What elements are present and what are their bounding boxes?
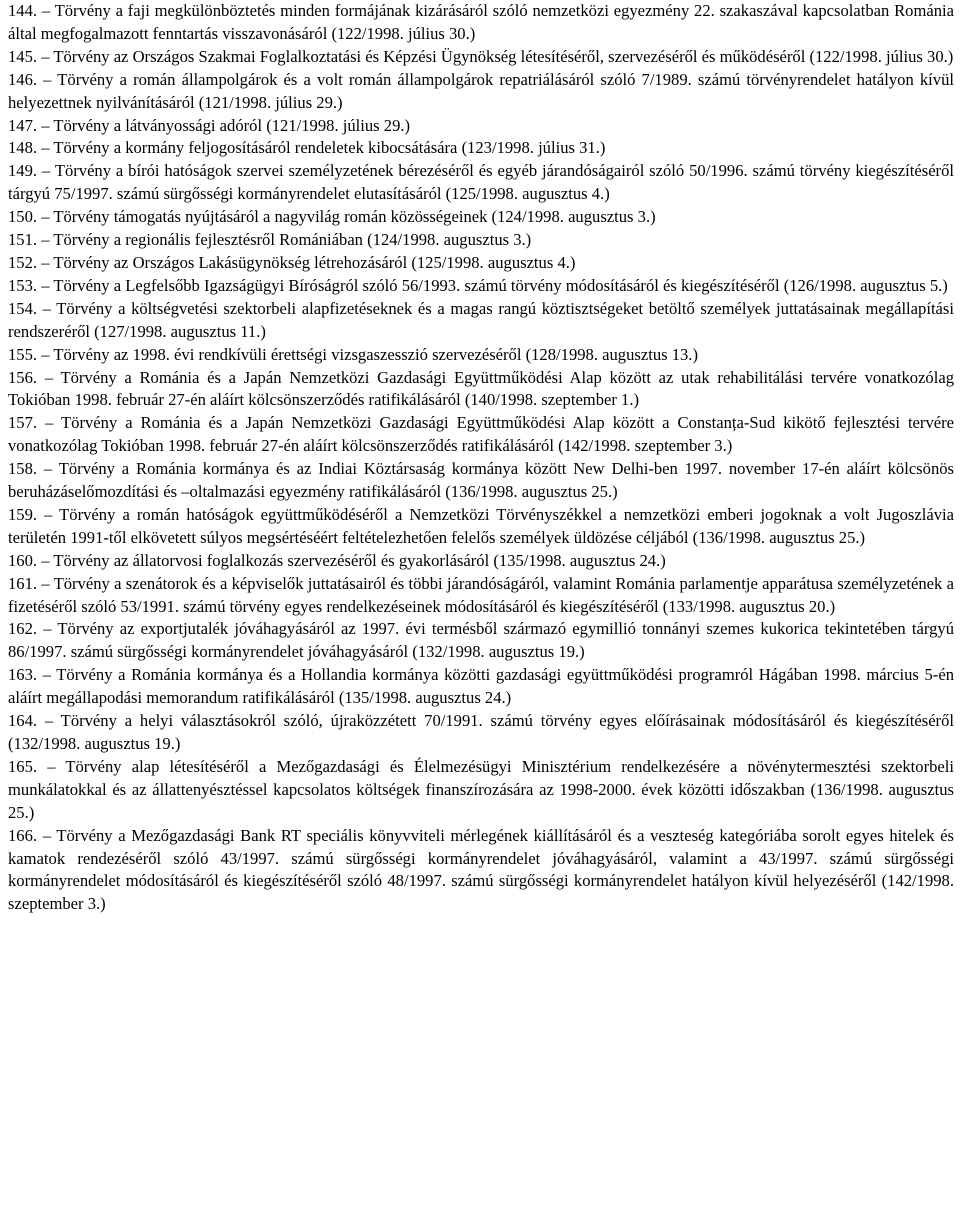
law-entry-153: 153. – Törvény a Legfelsőbb Igazságügyi Bíróságról szóló 56/1993. számú törvény módosításáról és kiegészítéséről (126/1998. augusztus 5.) [8,275,948,295]
law-list [8,0,954,916]
law-entry-156: 156. – Törvény a Románia és a Japán Nemzetközi Gazdasági Együttműködési Alap között az utak rehabilitálási tervére vonatkozólag Tokióban 1998. február 27-én aláírt kölcsönszerződés ratifikálásáról (140/1998. szeptember 1.) [8,367,954,410]
law-entry-165: 165. – Törvény alap létesítéséről a Mezőgazdasági és Élelmezésügyi Minisztérium rendelkezésére a növénytermesztési szektorbeli munkálatokkal és az állattenyésztéssel kapcsolatos költségek finanszírozására az 1998-2000. évek közötti időszakban (136/1998. augusztus 25.) [8,756,954,822]
law-entry-158: 158. – Törvény a Románia kormánya és az Indiai Köztársaság kormánya között New Delhi-ben 1997. november 17-én aláírt kölcsönös beruházáselőmozdítási és –oltalmazási egyezmény ratifikálásáról (136/1998. augusztus 25.) [8,459,954,502]
law-entry-155: 155. – Törvény az 1998. évi rendkívüli érettségi vizsgaszesszió szervezéséről (128/1998. augusztus 13.) [8,344,698,364]
law-entry-160: 160. – Törvény az állatorvosi foglalkozás szervezéséről és gyakorlásáról (135/1998. augusztus 24.) [8,550,666,570]
law-entry-154: 154. – Törvény a költségvetési szektorbeli alapfizetéseknek és a magas rangú köztisztségeket betöltő személyek juttatásainak megállapítási rendszeréről (127/1998. augusztus 11.) [8,298,954,341]
law-entry-147: 147. – Törvény a látványossági adóról (121/1998. július 29.) [8,115,411,135]
law-entry-166: 166. – Törvény a Mezőgazdasági Bank RT speciális könyvviteli mérlegének kiállításáról és a veszteség kategóriába sorolt egyes hitelek és kamatok rendezéséről szóló 43/1997. számú sürgősségi kormányrendelet jóváhagyásáról, valamint a 43/1997. számú sürgősségi kormányrendelet módosításáról és kiegészítéséről szóló 48/1997. számú sürgősségi kormányrendelet hatályon kívül helyezéséről (142/1998. szeptember 3.) [8,825,954,914]
law-entry-149: 149. – Törvény a bírói hatóságok szervei személyzetének bérezéséről és egyéb járandóságairól szóló 50/1996. számú törvény kiegészítéséről tárgyú 75/1997. számú sürgősségi kormányrendelet elutasításáról (125/1998. augusztus 4.) [8,161,954,204]
law-entry-150: 150. – Törvény támogatás nyújtásáról a nagyvilág román közösségeinek (124/1998. augusztus 3.) [8,207,656,227]
law-entry-164: 164. – Törvény a helyi választásokról szóló, újraközzétett 70/1991. számú törvény egyes előírásainak módosításáról és kiegészítéséről (132/1998. augusztus 19.) [8,711,954,753]
law-entry-146: 146. – Törvény a román állampolgárok és a volt román állampolgárok repatriálásáról szóló 7/1989. számú törvényrendelet hatályon kívül helyezettnek nyilvánításáról (121/1998. július 29.) [8,69,954,112]
law-entry-157: 157. – Törvény a Románia és a Japán Nemzetközi Gazdasági Együttműködési Alap között a Constanța-Sud kikötő fejlesztési tervére vonatkozólag Tokióban 1998. február 27-én aláírt kölcsönszerződés ratifikálásáról (142/1998. szeptember 3.) [8,413,954,456]
law-entry-144: 144. – Törvény a faji megkülönböztetés minden formájának kizárásáról szóló nemzetközi egyezmény 22. szakaszával kapcsolatban Románia által megfogalmazott fenntartás visszavonásáról (122/1998. július 30.) [8,1,954,43]
law-entry-152: 152. – Törvény az Országos Lakásügynökség létrehozásáról (125/1998. augusztus 4.) [8,252,576,272]
law-entry-148: 148. – Törvény a kormány feljogosításáról rendeletek kibocsátására (123/1998. július 31.) [8,138,606,158]
law-entry-145: 145. – Törvény az Országos Szakmai Foglalkoztatási és Képzési Ügynökség létesítéséről, szervezéséről és működéséről (122/1998. július 30.) [8,46,954,66]
law-entry-163: 163. – Törvény a Románia kormánya és a Hollandia kormánya közötti gazdasági együttműködési programról Hágában 1998. március 5-én aláírt megállapodási memorandum ratifikálásáról (135/1998. augusztus 24.) [8,665,954,708]
law-entry-159: 159. – Törvény a román hatóságok együttműködéséről a Nemzetközi Törvényszékkel a nemzetközi emberi jogoknak a volt Jugoszlávia területén 1991-től elkövetett súlyos megsértéséért feltételezhetően felelős személyek üldözése céljából (136/1998. augusztus 25.) [8,504,954,547]
law-entry-161: 161. – Törvény a szenátorok és a képviselők juttatásairól és többi járandóságáról, valamint Románia parlamentje apparátusa személyzetének a fizetéséről szóló 53/1991. számú törvény egyes rendelkezéseinek módosításáról és kiegészítéséről (133/1998. augusztus 20.) [8,573,954,616]
law-entry-151: 151. – Törvény a regionális fejlesztésről Romániában (124/1998. augusztus 3.) [8,230,532,250]
law-entry-162: 162. – Törvény az exportjutalék jóváhagyásáról az 1997. évi termésből származó egymillió tonnányi szemes kukorica tekintetében tárgyú 86/1997. számú sürgősségi kormányrendelet jóváhagyásáról (132/1998. augusztus 19.) [8,619,954,662]
